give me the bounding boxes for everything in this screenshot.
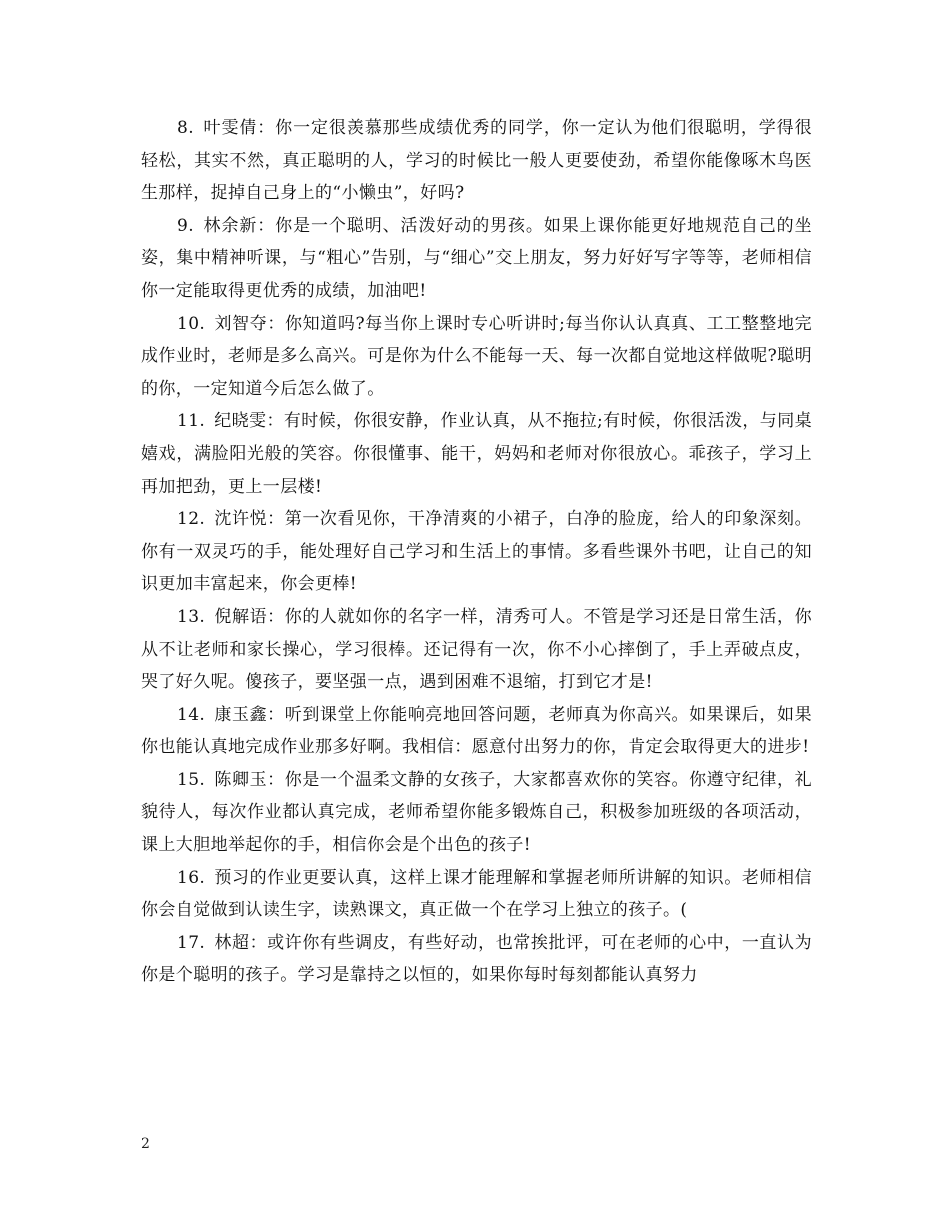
comment-paragraph [141, 405, 812, 503]
paragraph-number: 16. [177, 867, 206, 888]
comment-paragraph [141, 927, 812, 992]
paragraph-text: 刘智夺：你知道吗?每当你上课时专心听讲时;每当你认认真真、工工整整地完成作业时，老师是多么高兴。可是你为什么不能每一天、每一次都自觉地这样做呢?聪明的你，一定知道今后怎么做了。 [141, 313, 812, 399]
page-number: 2 [141, 1136, 150, 1152]
paragraph-text: 预习的作业更要认真，这样上课才能理解和掌握老师所讲解的知识。老师相信你会自觉做到认读生字，读熟课文，真正做一个在学习上独立的孩子。( [141, 867, 812, 921]
paragraph-number: 15. [177, 769, 206, 790]
comment-paragraph [141, 862, 812, 927]
comment-paragraph [141, 308, 812, 406]
document-body [141, 112, 812, 992]
paragraph-text: 沈许悦：第一次看见你，干净清爽的小裙子，白净的脸庞，给人的印象深刻。你有一双灵巧的手，能处理好自己学习和生活上的事情。多看些课外书吧，让自己的知识更加丰富起来，你会更棒! [141, 509, 812, 595]
comment-paragraph [141, 699, 812, 764]
paragraph-number: 14. [177, 704, 206, 725]
comment-paragraph [141, 503, 812, 601]
comment-paragraph [141, 764, 812, 862]
paragraph-number: 12. [177, 509, 206, 530]
paragraph-text: 倪解语：你的人就如你的名字一样，清秀可人。不管是学习还是日常生活，你从不让老师和家长操心，学习很棒。还记得有一次，你不小心摔倒了，手上弄破点皮，哭了好久呢。傻孩子，要坚强一点，遇到困难不退缩，打到它才是! [141, 606, 812, 693]
paragraph-text: 林余新：你是一个聪明、活泼好动的男孩。如果上课你能更好地规范自己的坐姿，集中精神听课，与“粗心”告别，与“细心”交上朋友，努力好好写字等等，老师相信你一定能取得更优秀的成绩，加油吧! [141, 215, 812, 301]
paragraph-number: 17. [177, 932, 206, 953]
paragraph-number: 9. [177, 215, 195, 236]
comment-paragraph [141, 112, 812, 210]
paragraph-text: 林超：或许你有些调皮，有些好动，也常挨批评，可在老师的心中，一直认为你是个聪明的孩子。学习是靠持之以恒的，如果你每时每刻都能认真努力 [141, 932, 812, 986]
paragraph-number: 11. [177, 411, 206, 432]
paragraph-text: 叶雯倩：你一定很羡慕那些成绩优秀的同学，你一定认为他们很聪明，学得很轻松，其实不然，真正聪明的人，学习的时候比一般人更要使劲，希望你能像啄木鸟医生那样，捉掉自己身上的“小懒虫”，好吗? [141, 118, 812, 204]
paragraph-number: 10. [177, 313, 206, 334]
paragraph-text: 纪晓雯：有时候，你很安静，作业认真，从不拖拉;有时候，你很活泼，与同桌嬉戏，满脸阳光般的笑容。你很懂事、能干，妈妈和老师对你很放心。乖孩子，学习上再加把劲，更上一层楼! [141, 411, 812, 497]
paragraph-text: 康玉鑫：听到课堂上你能响亮地回答问题，老师真为你高兴。如果课后，如果你也能认真地完成作业那多好啊。我相信：愿意付出努力的你，肯定会取得更大的进步! [141, 704, 812, 758]
paragraph-number: 8. [177, 118, 195, 138]
comment-paragraph [141, 601, 812, 699]
paragraph-number: 13. [177, 606, 206, 627]
paragraph-text: 陈卿玉：你是一个温柔文静的女孩子，大家都喜欢你的笑容。你遵守纪律，礼貌待人，每次作业都认真完成，老师希望你能多锻炼自己，积极参加班级的各项活动，课上大胆地举起你的手，相信你会是个出色的孩子! [141, 769, 812, 856]
comment-paragraph [141, 210, 812, 308]
